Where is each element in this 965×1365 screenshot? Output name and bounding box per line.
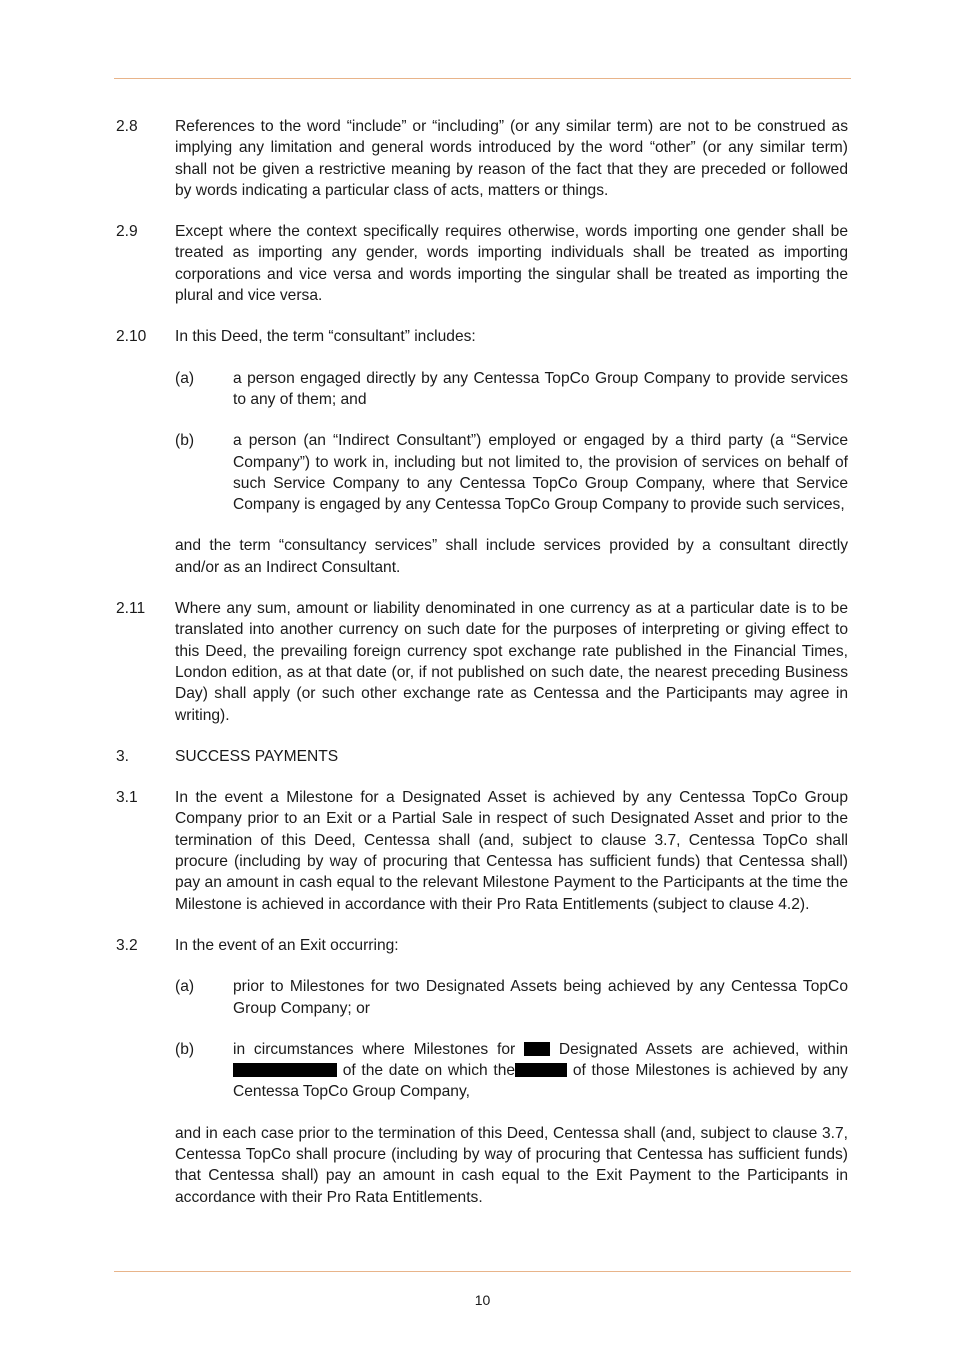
clause-3-2-a xyxy=(116,976,848,1019)
clause-number: 2.10 xyxy=(116,328,147,346)
subclause-text: a person engaged directly by any Centessa TopCo Group Company to provide services to any of them; and xyxy=(233,369,848,408)
document-body xyxy=(116,116,848,1228)
clause-text: Except where the context specifically requires otherwise, words importing one gender shall be treated as importing any gender, words importing individuals shall be treated as importing corporations and vice versa and words importing the singular shall be treated as importing the plural and vice versa. xyxy=(175,223,848,305)
clause-2-11 xyxy=(116,598,848,726)
clause-text: In this Deed, the term “consultant” includes: xyxy=(175,328,476,346)
continuation-text: and in each case prior to the termination of this Deed, Centessa shall (and, subject to clause 3.7, Centessa TopCo shall procure (including by way of procuring that Centessa has sufficient funds) that Centessa shall) pay an amount in cash equal to the Exit Payment to the Participants in accordance with their Pro Rata Entitlements. xyxy=(175,1124,848,1206)
section-title: SUCCESS PAYMENTS xyxy=(175,747,339,765)
subclause-label: (a) xyxy=(175,369,195,387)
section-number: 3. xyxy=(116,747,130,765)
clause-2-9 xyxy=(116,221,848,306)
clause-text: In the event a Milestone for a Designated Asset is achieved by any Centessa TopCo Group Company prior to an Exit or a Partial Sale in respect of such Designated Asset and prior to the termination of this Deed, Centessa shall (and, subject to clause 3.7, Centessa TopCo shall procure (including by way of procuring that Centessa has sufficient funds) that Centessa shall) pay an amount in cash equal to the relevant Milestone Payment to the Participants at the time the Milestone is achieved in accordance with their Pro Rata Entitlements (subject to clause 4.2). xyxy=(175,789,848,913)
clause-text: Where any sum, amount or liability denominated in one currency as at a particular date is to be translated into another currency on such date for the purposes of interpreting or giving effect to this Deed, the prevailing foreign currency spot exchange rate published in the Financial Times, London edition, as at that date (or, if not published on such date, the nearest preceding Business Day) shall apply (or such other exchange rate as Centessa and the Participants may agree in writing). xyxy=(175,600,848,724)
subclause-text-part-2: Designated Assets are achieved, within xyxy=(558,1040,848,1058)
clause-2-10-b xyxy=(116,430,848,515)
redaction-block xyxy=(515,1063,567,1077)
clause-3-2-continuation xyxy=(116,1123,848,1208)
clause-text: References to the word “include” or “including” (or any similar term) are not to be construed as implying any limitation and general words introduced by the word “other” (or any similar term) shall not be given a restrictive meaning by reason of the fact that they are preceded or followed by words indicating a particular class of acts, matters or things. xyxy=(175,118,848,199)
redaction-block xyxy=(524,1042,550,1056)
clause-number: 3.1 xyxy=(116,789,138,807)
clause-2-10 xyxy=(116,326,848,347)
clause-2-10-a xyxy=(116,368,848,411)
clause-3-2 xyxy=(116,935,848,956)
clause-3-1 xyxy=(116,787,848,915)
header-rule xyxy=(114,78,851,79)
footer-rule xyxy=(114,1271,851,1272)
clause-text: In the event of an Exit occurring: xyxy=(175,936,399,954)
subclause-text-part-1: in circumstances where Milestones for xyxy=(233,1040,516,1058)
clause-2-10-continuation xyxy=(116,535,848,578)
clause-number: 2.11 xyxy=(116,600,146,618)
subclause-text-part-3: of the date on which the xyxy=(342,1062,516,1080)
subclause-text: prior to Milestones for two Designated Assets being achieved by any Centessa TopCo Group Company; or xyxy=(233,978,848,1017)
subclause-label: (b) xyxy=(175,432,195,450)
redaction-block xyxy=(233,1063,337,1077)
clause-2-8 xyxy=(116,116,848,201)
continuation-text: and the term “consultancy services” shall include services provided by a consultant directly and/or as an Indirect Consultant. xyxy=(175,537,848,576)
section-heading-3 xyxy=(116,746,848,767)
clause-3-2-b xyxy=(116,1039,848,1103)
subclause-label: (a) xyxy=(175,978,195,996)
subclause-text-part-4: of those Milestones is achieved by any Centessa TopCo Group Company, xyxy=(233,1062,848,1101)
subclause-text: a person (an “Indirect Consultant”) employed or engaged by a third party (a “Service Company”) to work in, including but not limited to, the provision of services on behalf of such Service Company to any Centessa TopCo Group Company, where that Service Company is engaged by any Centessa TopCo Group Company to provide such services, xyxy=(233,432,848,514)
clause-number: 3.2 xyxy=(116,936,138,954)
clause-number: 2.9 xyxy=(116,223,138,241)
subclause-label: (b) xyxy=(175,1040,195,1058)
page-number: 10 xyxy=(474,1292,491,1308)
clause-number: 2.8 xyxy=(116,118,138,135)
